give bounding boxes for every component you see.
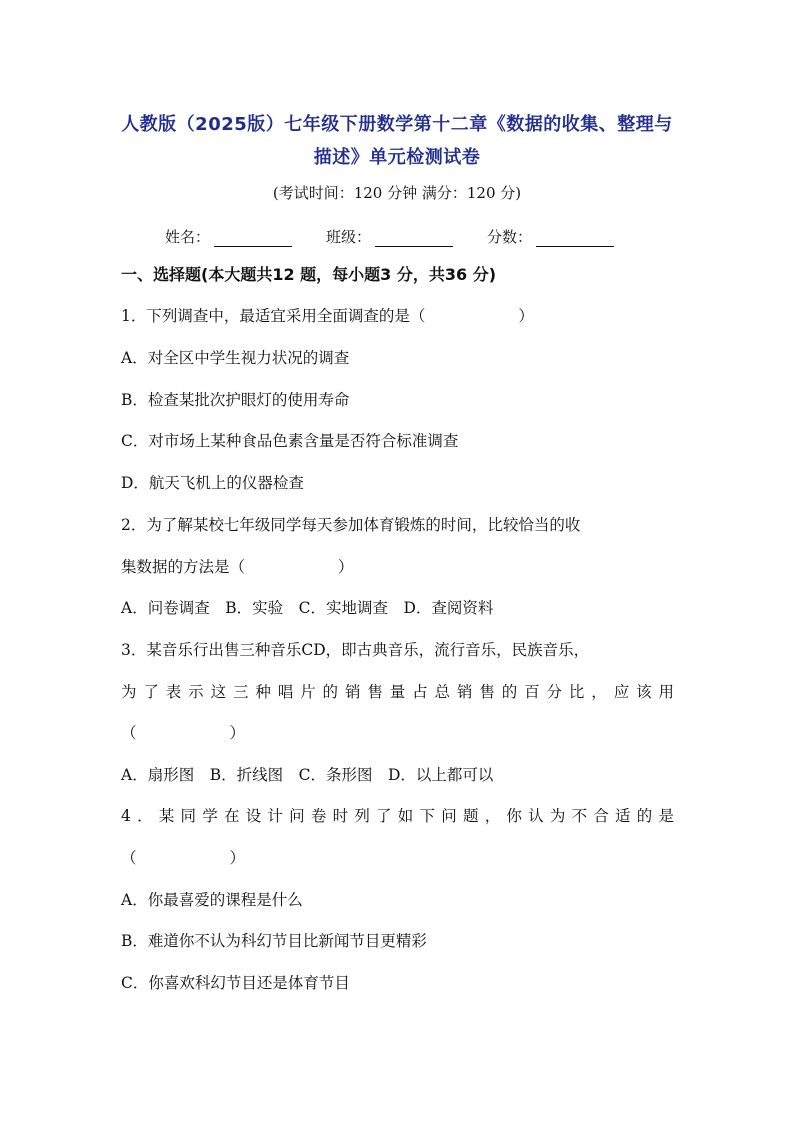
class-field (326, 226, 453, 247)
score-blank[interactable] (536, 232, 614, 247)
q3-options: A．扇形图 B．折线图 C．条形图 D．以上都可以 (121, 766, 494, 784)
exam-info: (考试时间：120 分钟 满分：120 分) (272, 184, 522, 202)
page-title-line1: 人教版（2025版）七年级下册数学第十二章《数据的收集、整理与 (121, 114, 673, 135)
q4-option-a: A．你最喜爱的课程是什么 (121, 891, 303, 909)
name-field (165, 226, 292, 247)
class-blank[interactable] (375, 232, 453, 247)
q3-stem-line2: 为了表示这三种唱片的销售量占总销售的百分比，应该用 (121, 683, 674, 701)
q1-stem: 1．下列调查中，最适宜采用全面调查的是（ ） (121, 307, 534, 325)
q4-option-c: C．你喜欢科幻节目还是体育节目 (121, 974, 350, 992)
q1-option-a: A．对全区中学生视力状况的调查 (121, 349, 350, 367)
score-label: 分数： (487, 228, 533, 246)
q1-option-b: B．检查某批次护眼灯的使用寿命 (121, 391, 350, 409)
q3-stem-line3: （ ） (121, 724, 246, 742)
name-blank[interactable] (214, 232, 292, 247)
q2-stem-line2: 集数据的方法是（ ） (121, 558, 354, 576)
q1-option-d: D．航天飞机上的仪器检查 (121, 474, 304, 492)
q2-stem-line1: 2．为了解某校七年级同学每天参加体育锻炼的时间，比较恰当的收 (121, 516, 581, 534)
name-label: 姓名： (165, 228, 211, 246)
page-title-line2: 描述》单元检测试卷 (313, 147, 481, 168)
q4-option-b: B．难道你不认为科幻节目比新闻节目更精彩 (121, 932, 427, 950)
q1-option-c: C．对市场上某种食品色素含量是否符合标准调查 (121, 432, 459, 450)
section-heading: 一、选择题(本大题共12 题，每小题3 分，共36 分) (121, 265, 497, 284)
q2-options: A．问卷调查 B．实验 C．实地调查 D．查阅资料 (121, 599, 494, 617)
q4-stem-line1: 4．某同学在设计问卷时列了如下问题，你认为不合适的是 (121, 807, 674, 825)
q3-stem-line1: 3．某音乐行出售三种音乐CD，即古典音乐，流行音乐，民族音乐， (121, 641, 590, 659)
class-label: 班级： (326, 228, 372, 246)
q4-stem-line2: （ ） (121, 849, 246, 867)
score-field (487, 226, 614, 247)
student-info-row (165, 226, 645, 247)
